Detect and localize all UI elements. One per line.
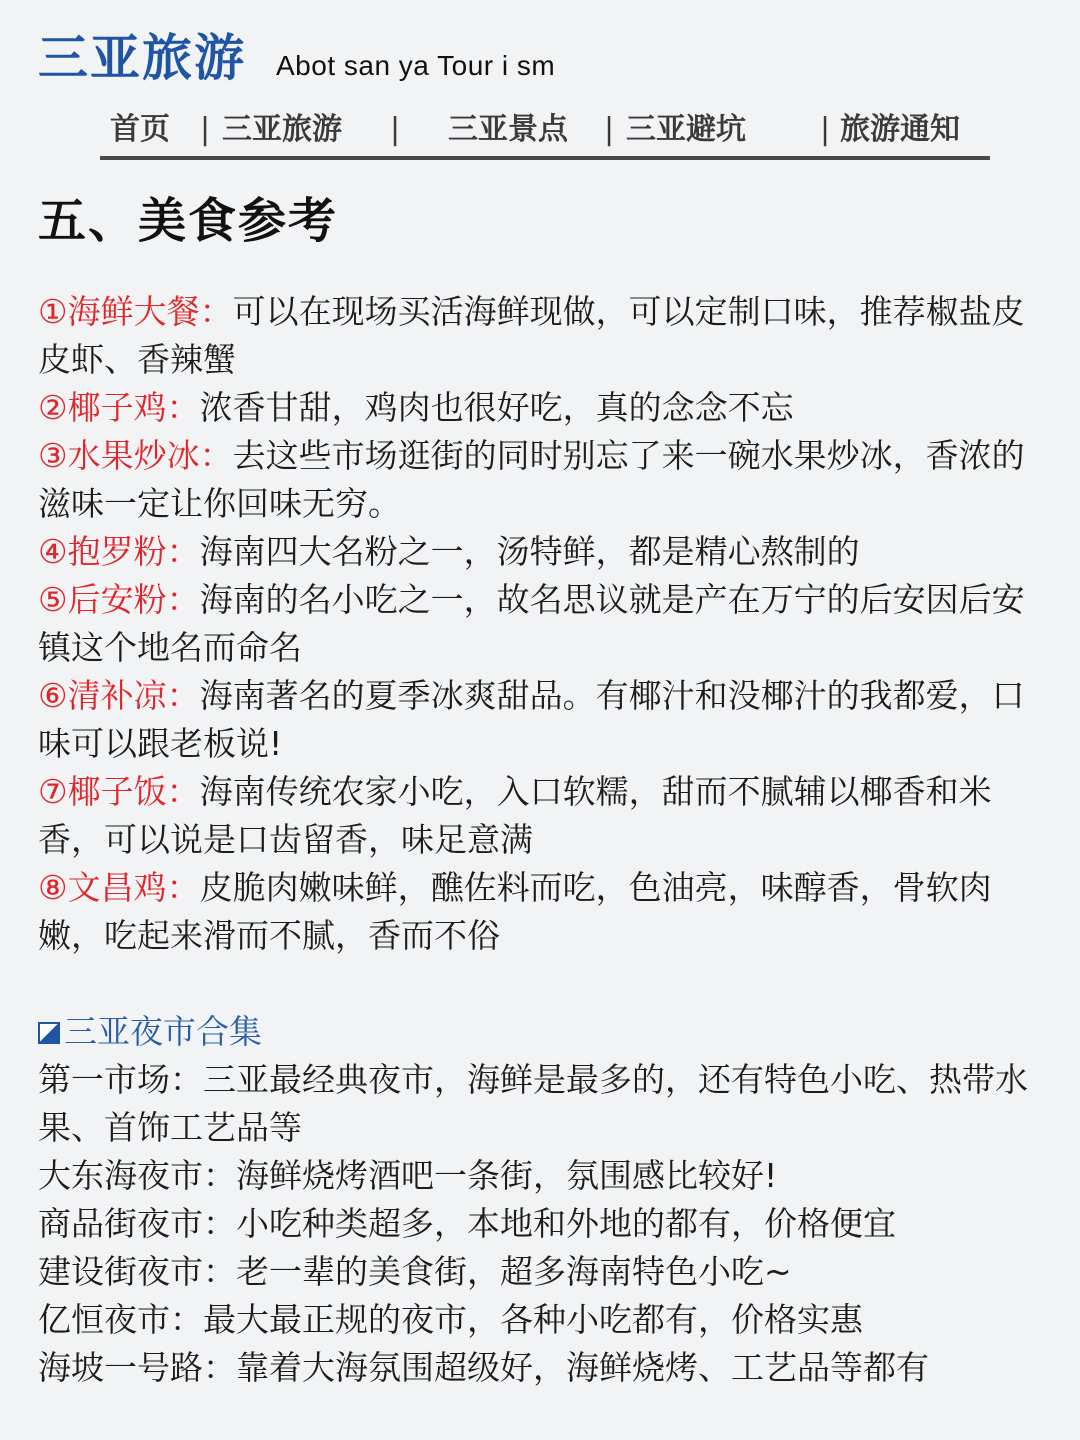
food-item <box>38 528 1028 576</box>
food-item <box>38 384 1028 432</box>
food-item <box>38 768 1028 864</box>
nav-item-sanya-tourism[interactable]: 三亚旅游 <box>222 112 342 147</box>
corner-square-icon <box>38 1022 60 1044</box>
food-desc: 皮脆肉嫩味鲜，醮佐料而吃，色油亮，味醇香，骨软肉嫩，吃起来滑而不腻，香而不俗 <box>38 868 992 955</box>
night-market-item: 第一市场：三亚最经典夜市，海鲜是最多的，还有特色小吃、热带水果、首饰工艺品等 <box>38 1060 1028 1147</box>
food-desc: 海南四大名粉之一，汤特鲜，都是精心熬制的 <box>199 532 860 571</box>
food-name: ③水果炒冰： <box>38 436 233 475</box>
food-desc: 可以在现场买活海鲜现做，可以定制口味，推荐椒盐皮皮虾、香辣蟹 <box>38 292 1025 379</box>
food-item <box>38 864 1028 960</box>
nav-item-sanya-attractions[interactable]: 三亚景点 <box>448 112 568 147</box>
food-item <box>38 288 1028 384</box>
night-market-item: 大东海夜市：海鲜烧烤酒吧一条街，氛围感比较好! <box>38 1156 778 1195</box>
section-spacer <box>38 960 1028 1008</box>
food-desc: 浓香甘甜，鸡肉也很好吃，真的念念不忘 <box>199 388 794 427</box>
food-name: ②椰子鸡： <box>38 388 200 427</box>
food-desc: 海南著名的夏季冰爽甜品。有椰汁和没椰汁的我都爱，口味可以跟老板说! <box>38 676 1025 763</box>
night-market-heading-text: 三亚夜市合集 <box>64 1012 262 1051</box>
nav-separator: | <box>604 112 615 147</box>
main-content <box>38 288 1028 1392</box>
food-name: ④抱罗粉： <box>38 532 200 571</box>
food-item <box>38 576 1028 672</box>
food-name: ①海鲜大餐： <box>38 292 233 331</box>
food-name: ⑥清补凉： <box>38 676 200 715</box>
nav-item-home[interactable]: 首页 <box>110 112 170 147</box>
food-name: ⑦椰子饭： <box>38 772 200 811</box>
site-header <box>38 18 555 88</box>
food-desc: 海南传统农家小吃，入口软糯，甜而不腻辅以椰香和米香，可以说是口齿留香，味足意满 <box>38 772 992 859</box>
site-subtitle: Abot san ya Tour i sm <box>276 50 556 81</box>
night-market-item: 亿恒夜市：最大最正规的夜市，各种小吃都有，价格实惠 <box>38 1300 863 1339</box>
section-title: 五、美食参考 <box>38 193 339 249</box>
food-item <box>38 672 1028 768</box>
nav-item-sanya-pitfalls[interactable]: 三亚避坑 <box>626 112 746 147</box>
food-name: ⑤后安粉： <box>38 580 200 619</box>
nav-separator: | <box>820 112 831 147</box>
food-desc: 海南的名小吃之一，故名思议就是产在万宁的后安因后安镇这个地名而命名 <box>38 580 1025 667</box>
food-item <box>38 432 1028 528</box>
nav-separator: | <box>390 112 401 147</box>
site-title: 三亚旅游 <box>38 29 246 87</box>
food-desc: 去这些市场逛街的同时别忘了来一碗水果炒冰，香浓的滋味一定让你回味无穷。 <box>38 436 1025 523</box>
night-market-item: 建设街夜市：老一辈的美食街，超多海南特色小吃~ <box>38 1252 792 1291</box>
nav-bar <box>100 104 990 160</box>
night-market-heading <box>38 1008 1028 1056</box>
food-name: ⑧文昌鸡： <box>38 868 200 907</box>
night-market-item: 商品街夜市：小吃种类超多，本地和外地的都有，价格便宜 <box>38 1204 896 1243</box>
night-market-item: 海坡一号路：靠着大海氛围超级好，海鲜烧烤、工艺品等都有 <box>38 1348 929 1387</box>
nav-item-travel-notice[interactable]: 旅游通知 <box>840 112 960 147</box>
nav-separator: | <box>200 112 211 147</box>
